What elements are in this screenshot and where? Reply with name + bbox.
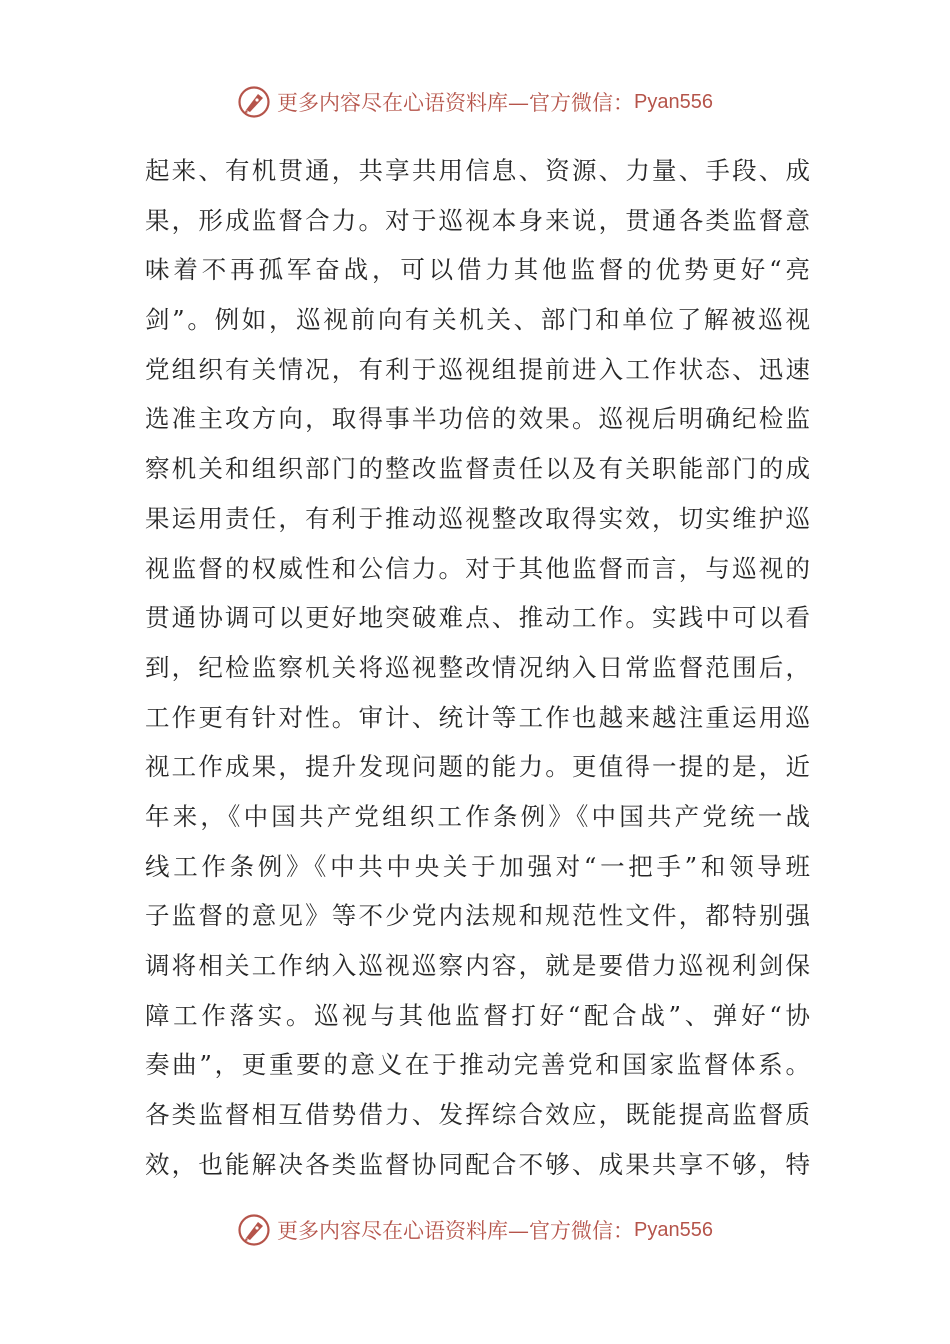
- body-line: 味着不再孤军奋战，可以借力其他监督的优势更好“亮: [145, 255, 810, 285]
- footer-banner-text: 更多内容尽在心语资料库—官方微信：: [277, 1219, 635, 1243]
- body-line: 各类监督相互借势借力、发挥综合效应，既能提高监督质: [145, 1100, 810, 1130]
- body-line: 果运用责任，有利于推动巡视整改取得实效，切实维护巡: [145, 503, 810, 533]
- body-line: 奏曲”，更重要的意义在于推动完善党和国家监督体系。: [145, 1050, 810, 1080]
- body-line: 子监督的意见》等不少党内法规和规范性文件，都特别强: [145, 901, 810, 931]
- header-banner: [0, 82, 950, 122]
- body-line: 剑”。例如，巡视前向有关机关、部门和单位了解被巡视: [145, 305, 810, 335]
- article-body: [145, 146, 810, 1189]
- footer-banner: [0, 1210, 950, 1250]
- body-line: 视监督的权威性和公信力。对于其他监督而言，与巡视的: [145, 553, 810, 583]
- body-line: 起来、有机贯通，共享共用信息、资源、力量、手段、成: [145, 156, 810, 185]
- body-line: 到，纪检监察机关将巡视整改情况纳入日常监督范围后，: [145, 652, 810, 682]
- body-line: 选准主攻方向，取得事半功倍的效果。巡视后明确纪检监: [145, 404, 810, 434]
- header-banner-text: 更多内容尽在心语资料库—官方微信：: [277, 91, 635, 115]
- pen-nib-logo-icon: [237, 1213, 271, 1247]
- body-line: 年来，《中国共产党组织工作条例》《中国共产党统一战: [145, 801, 810, 831]
- body-line: 察机关和组织部门的整改监督责任以及有关职能部门的成: [145, 454, 810, 484]
- body-line: 工作更有针对性。审计、统计等工作也越来越注重运用巡: [145, 702, 810, 732]
- body-line: 调将相关工作纳入巡视巡察内容，就是要借力巡视利剑保: [145, 951, 810, 980]
- body-line: 障工作落实。巡视与其他监督打好“配合战”、弹好“协: [145, 1000, 810, 1030]
- body-line: 视工作成果，提升发现问题的能力。更值得一提的是，近: [145, 752, 810, 782]
- body-line: 党组织有关情况，有利于巡视组提前进入工作状态、迅速: [145, 354, 810, 384]
- footer-banner-handle: Pyan556: [634, 1218, 713, 1241]
- body-line: 效，也能解决各类监督协同配合不够、成果共享不够，特: [145, 1149, 810, 1179]
- body-line: 贯通协调可以更好地突破难点、推动工作。实践中可以看: [145, 603, 810, 633]
- body-line: 果，形成监督合力。对于巡视本身来说，贯通各类监督意: [145, 205, 810, 235]
- header-banner-handle: Pyan556: [634, 90, 713, 113]
- pen-nib-logo-icon: [237, 85, 271, 119]
- body-line: 线工作条例》《中共中央关于加强对“一把手”和领导班: [145, 851, 810, 881]
